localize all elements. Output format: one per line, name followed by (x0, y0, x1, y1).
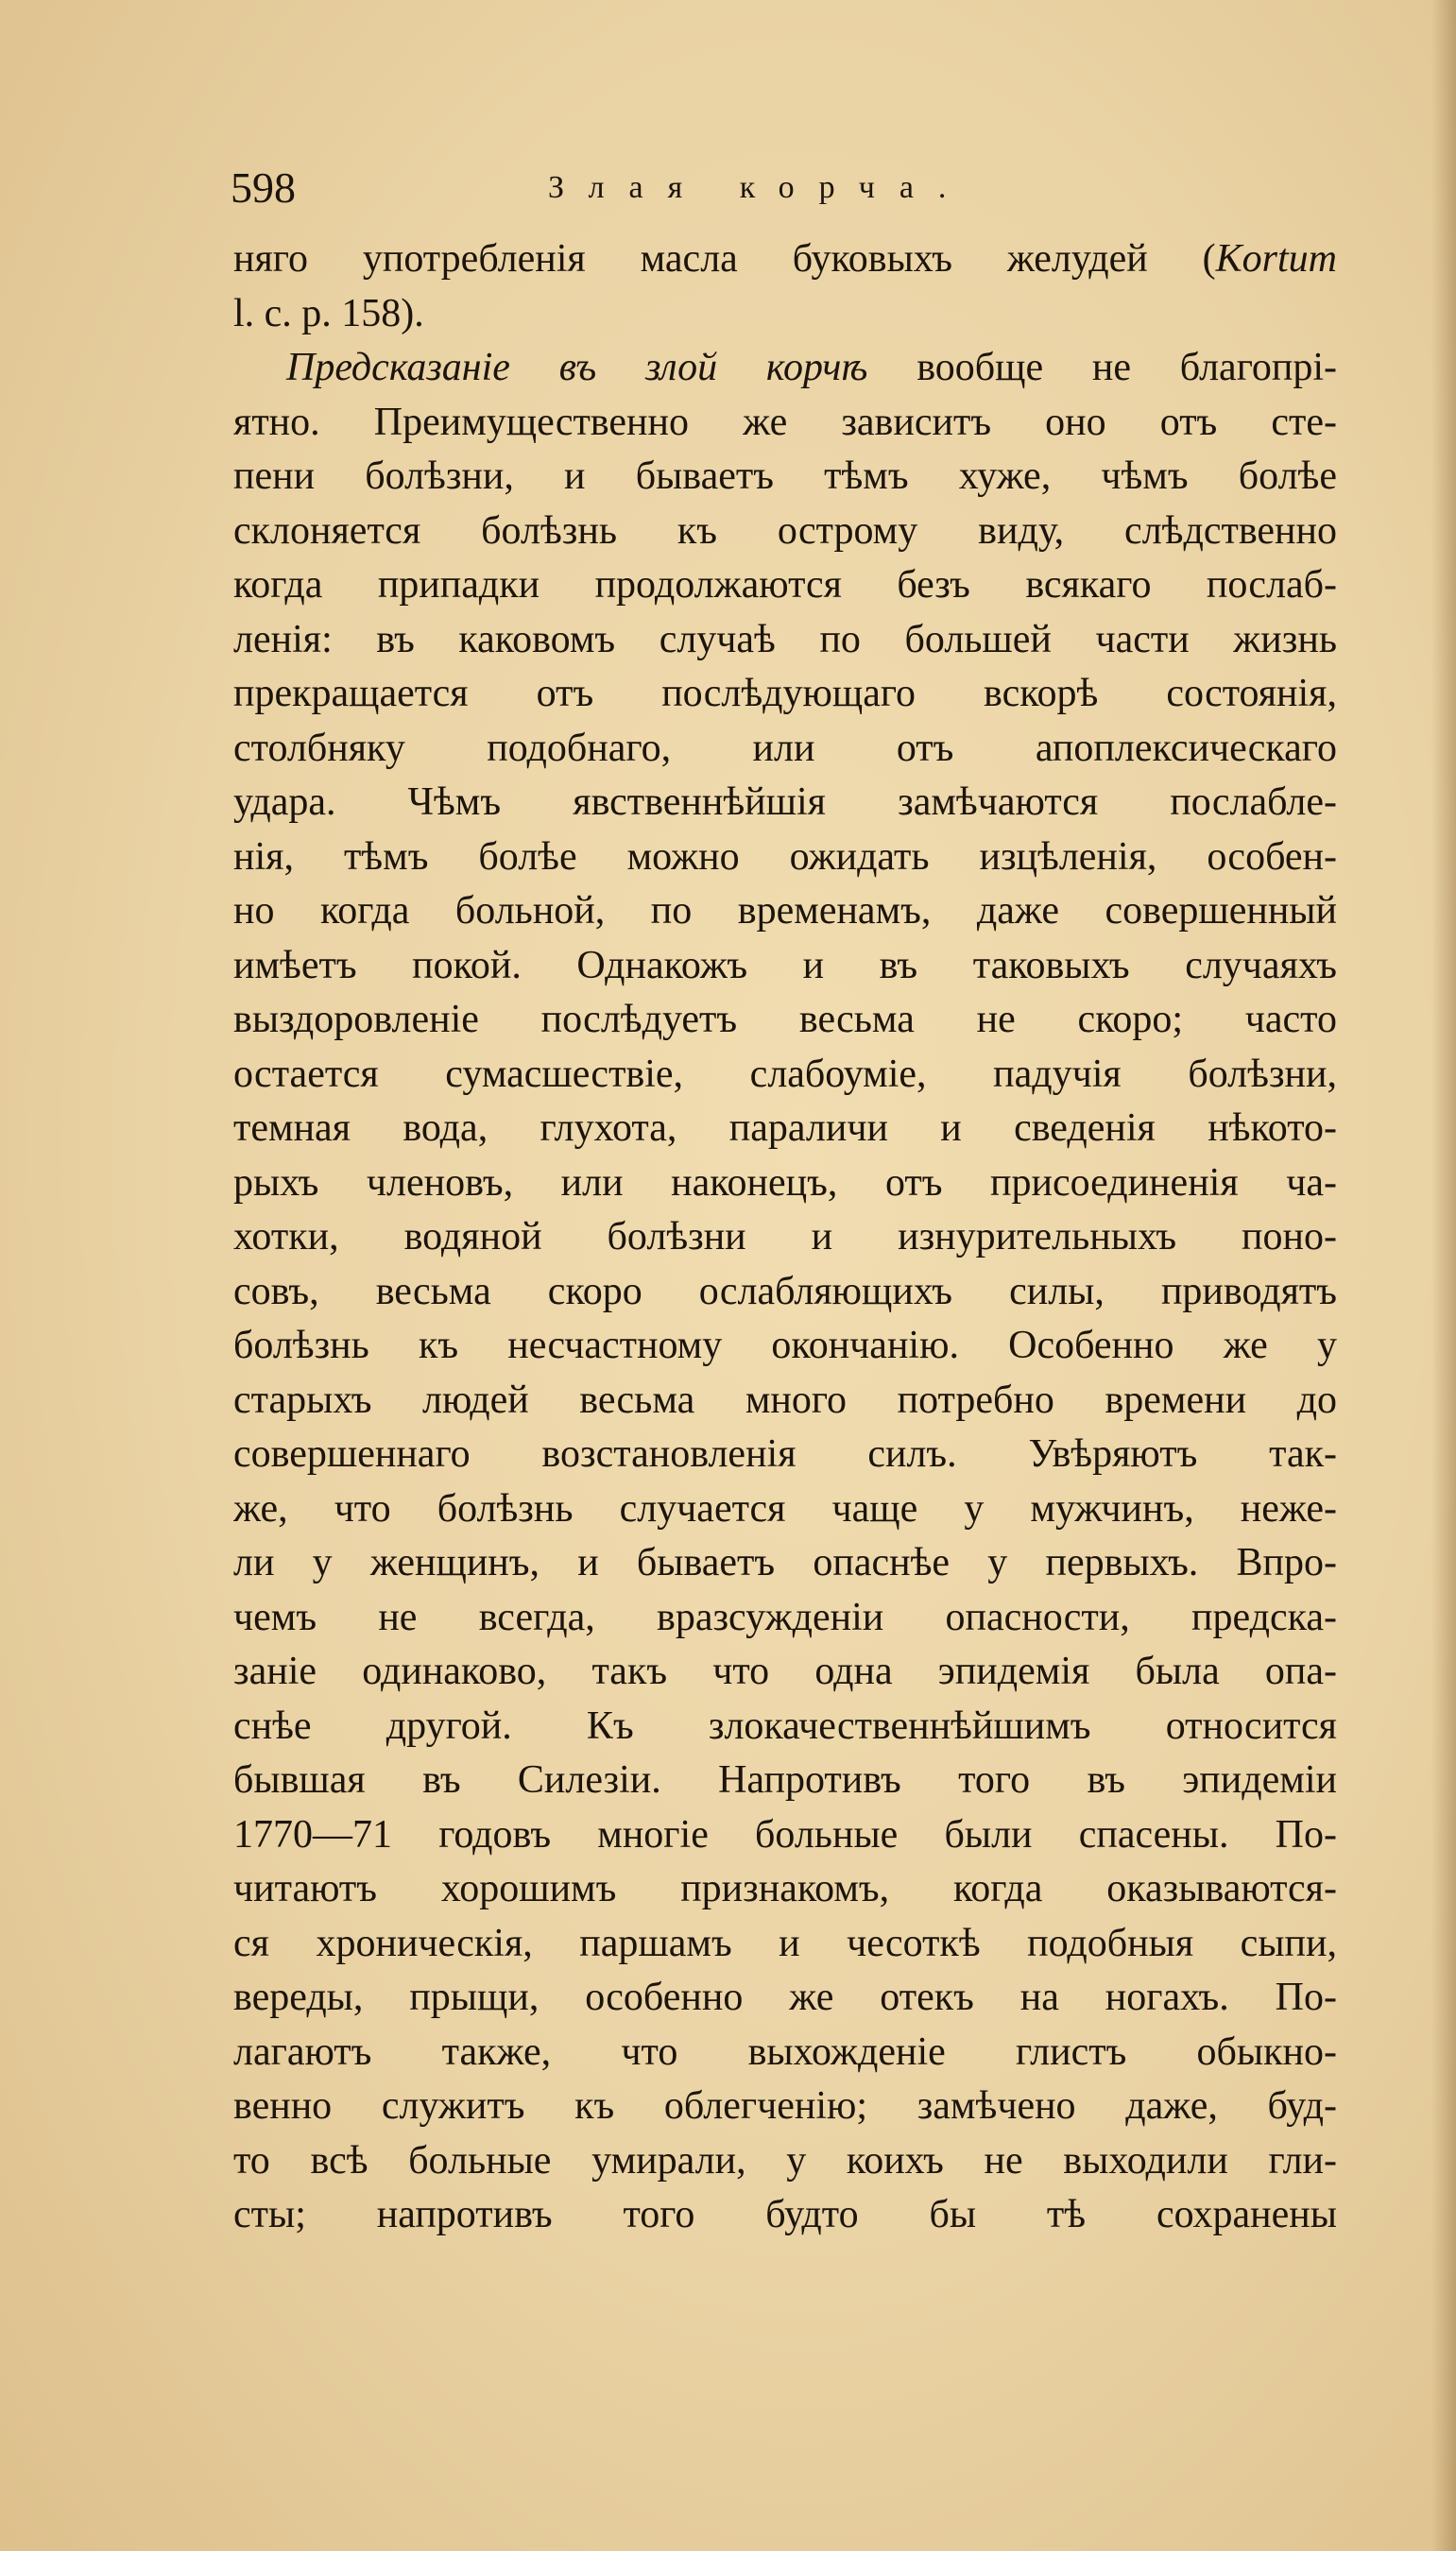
text-segment: темная вода, глухота, параличи и сведенія нѣкото- (233, 1106, 1337, 1150)
text-segment: хотки, водяной болѣзни и изнурительныхъ поно- (233, 1215, 1337, 1258)
text-line (233, 341, 1337, 396)
text-segment: сты; напротивъ того будто бы тѣ сохранены (233, 2193, 1337, 2236)
text-segment: удара. Чѣмъ явственнѣйшія замѣчаются послабле- (233, 780, 1337, 824)
text-segment: же, что болѣзнь случается чаще у мужчинъ, неже- (233, 1486, 1337, 1531)
text-segment: ся хроническія, паршамъ и чесоткѣ подобныя сыпи, (233, 1921, 1337, 1965)
text-line (233, 396, 1337, 451)
text-line (233, 1700, 1337, 1755)
text-line (233, 1265, 1337, 1320)
text-line (233, 1048, 1337, 1103)
text-segment: вообще не благопрі- (867, 346, 1337, 389)
text-segment: но когда больной, по временамъ, даже совершенный (233, 889, 1337, 933)
text-segment: 1770—71 годовъ многіе больные были спасены. По- (233, 1812, 1337, 1857)
text-segment: венно служитъ къ облегченію; замѣчено даже, буд- (233, 2084, 1337, 2128)
text-line (233, 1482, 1337, 1537)
text-segment: столбняку подобнаго, или отъ апоплексическаго (233, 726, 1337, 770)
text-line (233, 1210, 1337, 1265)
text-line (233, 1591, 1337, 1646)
text-line (233, 1374, 1337, 1429)
text-line (233, 505, 1337, 559)
italic-text-segment: Kortum (1215, 237, 1337, 281)
text-segment: прекращается отъ послѣдующаго вскорѣ состоянія, (233, 672, 1337, 715)
text-segment: рыхъ членовъ, или наконецъ, отъ присоединенія ча- (233, 1160, 1337, 1205)
text-line (233, 450, 1337, 505)
page-number: 598 (231, 163, 296, 212)
text-segment: выздоровленіе послѣдуетъ весьма не скоро; часто (233, 998, 1337, 1041)
running-title: Злая корча. (548, 170, 971, 205)
text-segment: читаютъ хорошимъ признакомъ, когда оказываются- (233, 1867, 1337, 1910)
text-segment: ятно. Преимущественно же зависитъ оно отъ сте- (233, 400, 1337, 444)
text-line (233, 722, 1337, 777)
text-line (233, 776, 1337, 830)
text-line (233, 939, 1337, 994)
body-text (233, 232, 1337, 2243)
text-line (233, 1808, 1337, 1863)
page-header (219, 163, 1032, 229)
text-line (233, 1536, 1337, 1591)
text-line (233, 1971, 1337, 2026)
text-segment: бывшая въ Силезіи. Напротивъ того въ эпидеміи (233, 1758, 1337, 1802)
text-segment: имѣетъ покой. Однакожъ и въ таковыхъ случаяхъ (233, 943, 1337, 987)
text-segment: склоняется болѣзнь къ острому виду, слѣдственно (233, 508, 1337, 553)
text-segment: снѣе другой. Къ злокачественнѣйшимъ относится (233, 1704, 1337, 1748)
text-segment: нія, тѣмъ болѣе можно ожидать изцѣленія, особен- (233, 834, 1337, 879)
text-segment: старыхъ людей весьма много потребно времени до (233, 1378, 1337, 1422)
text-line (233, 667, 1337, 722)
text-segment: пени болѣзни, и бываетъ тѣмъ хуже, чѣмъ болѣе (233, 454, 1337, 498)
text-segment: остается сумасшествіе, слабоуміе, падучія болѣзни, (233, 1052, 1337, 1096)
text-line (233, 1102, 1337, 1156)
text-line (233, 830, 1337, 885)
text-line (233, 613, 1337, 668)
text-line (233, 1156, 1337, 1211)
text-line (233, 2026, 1337, 2080)
text-line (233, 1862, 1337, 1917)
text-segment: когда припадки продолжаются безъ всякаго послаб- (233, 563, 1337, 607)
text-line (233, 1645, 1337, 1700)
text-line (233, 2188, 1337, 2243)
text-line (233, 1754, 1337, 1808)
italic-text-segment: Предсказаніе въ злой корчѣ (286, 346, 868, 389)
text-line (233, 1319, 1337, 1374)
text-line (233, 2080, 1337, 2134)
page-edge-shadow (1431, 0, 1456, 2551)
text-segment: чемъ не всегда, вразсужденіи опасности, предска- (233, 1595, 1337, 1639)
text-segment: совершеннаго возстановленія силъ. Увѣряютъ так- (233, 1432, 1337, 1476)
text-line (233, 232, 1337, 287)
text-segment: заніе одинаково, такъ что одна эпидемія была опа- (233, 1650, 1337, 1693)
text-line (233, 884, 1337, 939)
text-segment: совъ, весьма скоро ослабляющихъ силы, приводятъ (233, 1269, 1337, 1313)
text-line (233, 287, 1337, 342)
text-segment: вереды, прыщи, особенно же отекъ на ногахъ. По- (233, 1976, 1337, 2019)
text-line (233, 1428, 1337, 1482)
text-line (233, 2134, 1337, 2189)
text-segment: l. c. p. 158). (233, 291, 424, 335)
text-line (233, 993, 1337, 1048)
text-segment: то всѣ больные умирали, у коихъ не выходили гли- (233, 2138, 1337, 2183)
text-segment: болѣзнь къ несчастному окончанію. Особенно же у (233, 1324, 1337, 1367)
text-segment: няго употребленія масла буковыхъ желудей ( (233, 237, 1216, 281)
text-line (233, 558, 1337, 613)
text-segment: ленія: въ каковомъ случаѣ по большей части жизнь (233, 617, 1337, 661)
text-line (233, 1917, 1337, 1972)
text-segment: ли у женщинъ, и бываетъ опаснѣе у первыхъ. Впро- (233, 1541, 1337, 1584)
text-segment: лагаютъ также, что выхожденіе глистъ обыкно- (233, 2029, 1337, 2074)
